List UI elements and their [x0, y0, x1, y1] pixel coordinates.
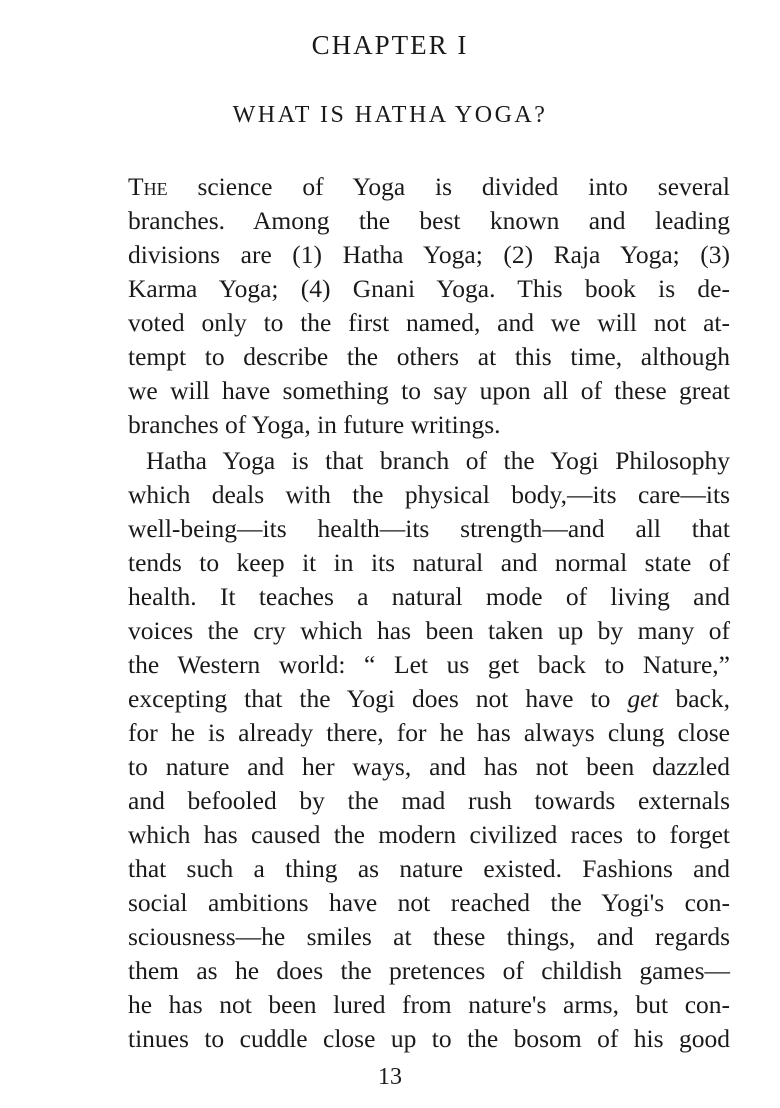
text-line: well-being—its health—its strength—and all that [128, 514, 730, 543]
text-line: branches. Among the best known and leading [128, 206, 730, 235]
text-line: the Western world: “ Let us get back to Nature,” [128, 650, 730, 679]
text-line: divisions are (1) Hatha Yoga; (2) Raja Yoga; (3) [128, 240, 730, 269]
text-line: tinues to cuddle close up to the bosom of his good [128, 1024, 730, 1053]
text-line: Hatha Yoga is that branch of the Yogi Philosophy [146, 446, 730, 475]
text-line: them as he does the pretences of childish games— [128, 956, 730, 985]
italic-word: get [627, 684, 659, 713]
text-line: voices the cry which has been taken up by many of [128, 616, 730, 645]
paragraph-2 [128, 444, 730, 1056]
text-line: that such a thing as nature existed. Fashions and [128, 854, 730, 883]
text-line: Karma Yoga; (4) Gnani Yoga. This book is de- [128, 274, 730, 303]
lead-word: The [128, 172, 168, 201]
text-span: excepting that the Yogi does not have to [128, 684, 628, 713]
chapter-title: WHAT IS HATHA YOGA? [232, 102, 548, 128]
text-line: and befooled by the mad rush towards externals [128, 786, 730, 815]
text-line: he has not been lured from nature's arms, but con- [128, 990, 730, 1019]
text-span: science of Yoga is divided into several [167, 172, 730, 201]
text-span: back, [658, 684, 730, 713]
text-line: we will have something to say upon all of these great [128, 376, 730, 405]
text-line: tends to keep it in its natural and normal state of [128, 548, 730, 577]
paragraph-1 [128, 170, 730, 442]
text-line: sciousness—he smiles at these things, and regards [128, 922, 730, 951]
text-line: which has caused the modern civilized races to forget [128, 820, 730, 849]
text-line: health. It teaches a natural mode of living and [128, 582, 730, 611]
text-line: social ambitions have not reached the Yogi's con- [128, 888, 730, 917]
text-line: which deals with the physical body,—its care—its [128, 480, 730, 509]
text-line [128, 170, 730, 204]
chapter-heading: CHAPTER I [311, 30, 469, 60]
page-number: 13 [378, 1064, 402, 1090]
text-line: to nature and her ways, and has not been dazzled [128, 752, 730, 781]
text-line [128, 682, 730, 716]
text-line: voted only to the first named, and we will not at- [128, 308, 730, 337]
text-line: tempt to describe the others at this time, although [128, 342, 730, 371]
text-line: for he is already there, for he has always clung close [128, 718, 730, 747]
text-line: branches of Yoga, in future writings. [128, 410, 501, 439]
